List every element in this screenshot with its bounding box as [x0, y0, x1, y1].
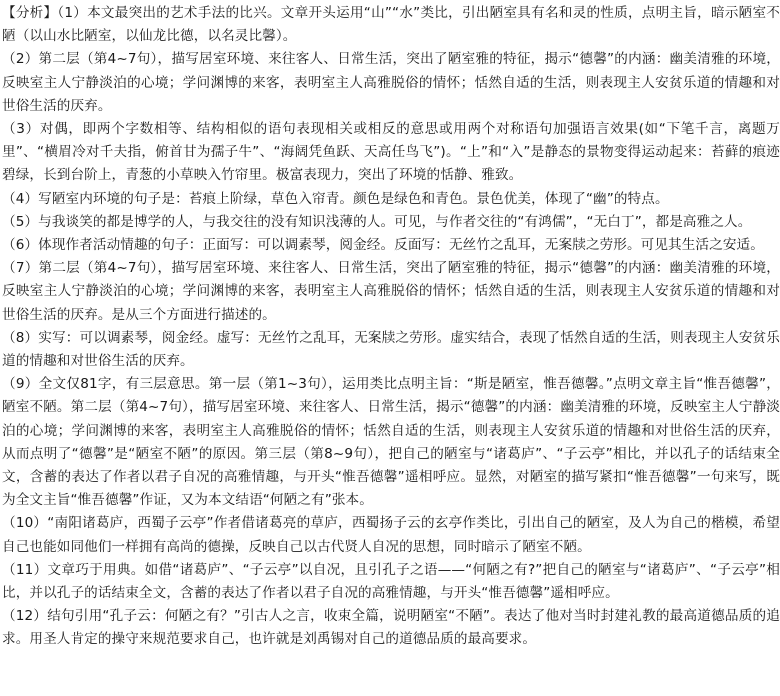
analysis-paragraph-3: （3）对偶，即两个字数相等、结构相似的语句表现相关或相反的意思或用两个对称语句加强语言效果(如“下笔千言，离题万里”、“横眉冷对千夫指，俯首甘为孺子牛”、“海阔凭鱼跃、天高任鸟飞”)。“上”和“入”是静态的景物变得运动起来：苔藓的痕迹碧绿，长到台阶上，青葱的小草映入竹帘里。极富表现力，突出了环境的恬静、雅致。 [2, 121, 780, 184]
analysis-paragraph-2: （2）第二层（第4~7句），描写居室环境、来往客人、日常生活，突出了陋室雅的特征，揭示“德馨”的内涵：幽美清雅的环境，反映室主人宁静淡泊的心境；学问渊博的来客，表明室主人高雅脱俗的情怀；恬然自适的生活，则表现主人安贫乐道的情趣和对世俗生活的厌弃。 [2, 51, 780, 114]
analysis-paragraph-7: （7）第二层（第4~7句），描写居室环境、来往客人、日常生活，突出了陋室雅的特征，揭示“德馨”的内涵：幽美清雅的环境，反映室主人宁静淡泊的心境；学问渊博的来客，表明室主人高雅脱俗的情怀；恬然自适的生活，则表现主人安贫乐道的情趣和对世俗生活的厌弃。是从三个方面进行描述的。 [2, 260, 780, 323]
analysis-paragraph-9: （9）全文仅81字，有三层意思。第一层（第1~3句），运用类比点明主旨：“斯是陋室，惟吾德馨。”点明文章主旨“惟吾德馨”，陋室不陋。第二层（第4~7句），描写居室环境、来往客人、日常生活，揭示“德馨”的内涵：幽美清雅的环境，反映室主人宁静淡泊的心境；学问渊博的来客，表明室主人高雅脱俗的情怀；恬然自适的生活，则表现主人安贫乐道的情趣和对世俗生活的厌弃，从而点明了“德馨”是“陋室不陋”的原因。第三层（第8~9句），把自己的陋室与“诸葛庐”、“子云亭”相比，并以孔子的话结束全文，含蓄的表达了作者以君子自况的高雅情趣，与开头“惟吾德馨”遥相呼应。显然，对陋室的描写紧扣“惟吾德馨”一句来写，既为全文主旨“惟吾德馨”作证，又为本文结语“何陋之有”张本。 [2, 376, 780, 509]
analysis-paragraph-10: （10）“南阳诸葛庐，西蜀子云亭”作者借诸葛亮的草庐，西蜀扬子云的玄亭作类比，引出自己的陋室，及人为自己的楷模，希望自己也能如同他们一样拥有高尚的德操，反映自己以古代贤人自况的思想，同时暗示了陋室不陋。 [2, 515, 780, 555]
analysis-paragraph-4: （4）写陋室内环境的句子是：苔痕上阶绿，草色入帘青。颜色是绿色和青色。景色优美，体现了“幽”的特点。 [2, 190, 669, 207]
analysis-paragraph-1: 【分析】（1）本文最突出的艺术手法的比兴。文章开头运用“山”“水”类比，引出陋室具有名和灵的性质，点明主旨，暗示陋室不陋（以山水比陋室，以仙龙比德，以名灵比馨）。 [2, 5, 780, 45]
analysis-paragraph-5: （5）与我谈笑的都是博学的人，与我交往的没有知识浅薄的人。可见，与作者交往的“有鸿儒”，“无白丁”，都是高雅之人。 [2, 213, 752, 230]
analysis-paragraph-8: （8）实写：可以调素琴，阅金经。虚写：无丝竹之乱耳，无案牍之劳形。虚实结合，表现了恬然自适的生活，则表现主人安贫乐道的情趣和对世俗生活的厌弃。 [2, 329, 780, 370]
analysis-paragraph-12: （12）结句引用“孔子云：何陋之有？”引古人之言，收束全篇，说明陋室“不陋”。表达了他对当时封建礼教的最高道德品质的追求。用圣人肯定的操守来规范要求自己，也许就是刘禹锡对自己的道德品质的最高要求。 [2, 608, 780, 648]
analysis-paragraph-6: （6）体现作者活动情趣的句子：正面写：可以调素琴，阅金经。反面写：无丝竹之乱耳，无案牍之劳形。可见其生活之安适。 [2, 237, 764, 254]
analysis-paragraph-11: （11）文章巧于用典。如借“诸葛庐”、“子云亭”以自况，且引孔子之语——“何陋之有?”把自己的陋室与“诸葛庐”、“子云亭”相比，并以孔子的话结束全文，含蓄的表达了作者以君子自况的高雅情趣，与开头“惟吾德馨”遥相呼应。 [2, 561, 780, 602]
